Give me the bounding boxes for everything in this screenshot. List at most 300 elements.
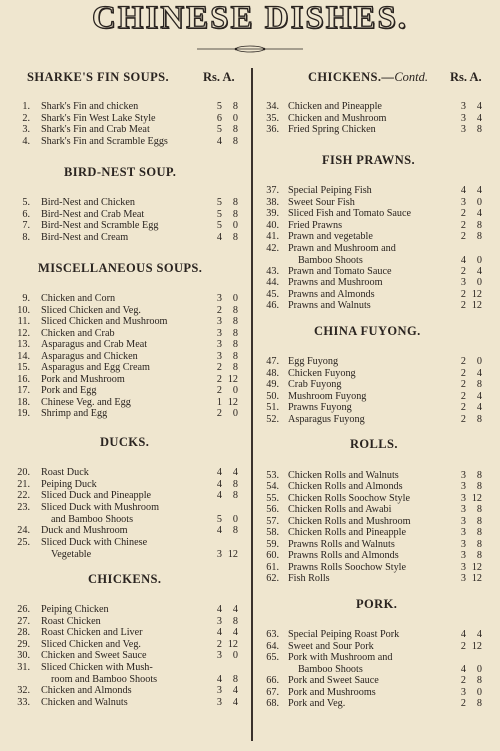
price-rupees: 2 — [216, 305, 222, 316]
price-annas: 8 — [232, 124, 238, 135]
item-number: 31. — [17, 662, 30, 673]
item-number: 35. — [266, 113, 279, 124]
price-rupees: 2 — [460, 698, 466, 709]
item-number: 8. — [22, 232, 30, 243]
item-name: Prawns Fuyong — [288, 402, 352, 413]
menu-item — [252, 124, 500, 136]
price-annas: 0 — [232, 220, 238, 231]
menu-item — [0, 525, 251, 537]
item-number: 18. — [17, 397, 30, 408]
price-rupees: 2 — [460, 289, 466, 300]
item-name: Chicken and Mushroom — [288, 113, 387, 124]
item-name: Shark's Fin and Scramble Eggs — [41, 136, 168, 147]
section-heading: PORK. — [356, 597, 398, 611]
price-rupees: 3 — [460, 527, 466, 538]
menu-item — [0, 604, 251, 616]
item-name: Chicken Rolls and Pineapple — [288, 527, 406, 538]
menu-item — [0, 627, 251, 639]
price-rupees: 2 — [460, 300, 466, 311]
price-rupees: 2 — [460, 220, 466, 231]
price-annas: 8 — [476, 481, 482, 492]
item-name: Peiping Chicken — [41, 604, 109, 615]
price-annas: 8 — [232, 479, 238, 490]
menu-item — [0, 502, 251, 525]
price-rupees: 4 — [460, 254, 466, 266]
item-name: Roast Chicken and Liver — [41, 627, 143, 638]
price-annas: 8 — [232, 616, 238, 627]
item-name: Fried Spring Chicken — [288, 124, 376, 135]
section-heading: CHICKENS.—Contd. — [308, 70, 428, 84]
menu-item — [0, 339, 251, 351]
item-number: 47. — [266, 356, 279, 367]
price-annas: 8 — [232, 316, 238, 327]
item-name: Sweet Sour Fish — [288, 197, 355, 208]
section-heading: CHICKENS. — [88, 572, 162, 586]
menu-item — [252, 504, 500, 516]
item-name: Chicken and Corn — [41, 293, 116, 304]
item-number: 49. — [266, 379, 279, 390]
menu-item — [252, 208, 500, 220]
menu-item — [0, 650, 251, 662]
item-name: Prawns and Almonds — [288, 289, 375, 300]
price-annas: 12 — [227, 374, 238, 385]
price-rupees: 3 — [460, 481, 466, 492]
price-annas: 0 — [476, 687, 482, 698]
menu-item — [252, 527, 500, 539]
item-number: 65. — [266, 652, 279, 663]
price-annas: 8 — [232, 490, 238, 501]
item-name: Egg Fuyong — [288, 356, 339, 367]
price-annas: 0 — [476, 277, 482, 288]
price-annas: 4 — [476, 208, 482, 219]
menu-item — [0, 124, 251, 136]
item-name: Shark's Fin and Crab Meat — [41, 124, 150, 135]
price-annas: 0 — [232, 513, 238, 525]
section-heading: SHARKE'S FIN SOUPS. — [27, 70, 170, 84]
price-annas: 4 — [232, 627, 238, 638]
price-annas: 8 — [232, 232, 238, 243]
item-name: Shark's Fin and chicken — [41, 101, 139, 112]
item-number: 25. — [17, 537, 30, 548]
item-number: 62. — [266, 573, 279, 584]
item-number: 13. — [17, 339, 30, 350]
item-name: Pork and Egg — [41, 385, 97, 396]
item-name: Prawn and Tomato Sauce — [288, 266, 392, 277]
price-rupees: 2 — [460, 391, 466, 402]
item-name: Roast Duck — [41, 467, 89, 478]
section-heading: CHINA FUYONG. — [314, 324, 421, 338]
menu-item — [252, 481, 500, 493]
item-name: Shrimp and Egg — [41, 408, 108, 419]
price-rupees: 2 — [460, 402, 466, 413]
menu-item — [252, 402, 500, 414]
item-number: 22. — [17, 490, 30, 501]
price-rupees: 2 — [216, 385, 222, 396]
item-name: Fried Prawns — [288, 220, 343, 231]
menu-item — [0, 232, 251, 244]
item-number: 39. — [266, 208, 279, 219]
item-number: 37. — [266, 185, 279, 196]
price-annas: 0 — [476, 356, 482, 367]
item-number: 48. — [266, 368, 279, 379]
price-rupees: 3 — [460, 516, 466, 527]
menu-item — [252, 698, 500, 710]
item-number: 41. — [266, 231, 279, 242]
item-name: Bird-Nest and Cream — [41, 232, 129, 243]
price-annas: 4 — [232, 697, 238, 708]
price-rupees: 3 — [460, 539, 466, 550]
price-annas: 0 — [232, 293, 238, 304]
price-rupees: 4 — [216, 525, 222, 536]
item-number: 59. — [266, 539, 279, 550]
price-annas: 4 — [476, 629, 482, 640]
item-name: Chicken Rolls and Mushroom — [288, 516, 411, 527]
item-number: 40. — [266, 220, 279, 231]
price-rupees: 3 — [460, 277, 466, 288]
price-annas: 12 — [471, 641, 482, 652]
item-number: 26. — [17, 604, 30, 615]
item-name: Prawns Rolls and Almonds — [288, 550, 399, 561]
price-annas: 4 — [232, 685, 238, 696]
price-annas: 4 — [476, 185, 482, 196]
item-name: Prawns and Walnuts — [288, 300, 371, 311]
item-name: Sliced Chicken and Veg. — [41, 639, 141, 650]
price-annas: 8 — [232, 339, 238, 350]
item-number: 45. — [266, 289, 279, 300]
item-name: Chicken and Walnuts — [41, 697, 128, 708]
item-name: Chinese Veg. and Egg — [41, 397, 131, 408]
price-annas: 8 — [232, 136, 238, 147]
price-rupees: 3 — [460, 504, 466, 515]
menu-item — [252, 629, 500, 641]
price-rupees: 2 — [460, 641, 466, 652]
price-annas: 12 — [471, 289, 482, 300]
price-rupees: 3 — [460, 562, 466, 573]
price-rupees: 3 — [460, 124, 466, 135]
item-name: Sliced Duck and Pineapple — [41, 490, 152, 501]
item-name: Shark's Fin West Lake Style — [41, 113, 156, 124]
section-heading: ROLLS. — [350, 437, 398, 451]
price-rupees: 1 — [216, 397, 222, 408]
menu-item — [252, 573, 500, 585]
price-rupees: 2 — [216, 408, 222, 419]
price-annas: 8 — [232, 673, 238, 685]
price-annas: 8 — [232, 525, 238, 536]
item-number: 36. — [266, 124, 279, 135]
item-name: Prawns Rolls and Walnuts — [288, 539, 395, 550]
item-name: Prawn and Mushroom and — [288, 243, 396, 254]
item-name: Sliced Chicken and Veg. — [41, 305, 141, 316]
menu-item — [0, 685, 251, 697]
price-annas: 12 — [471, 573, 482, 584]
item-name-continued: and Bamboo Shoots — [51, 513, 134, 525]
menu-item — [0, 662, 251, 685]
item-name: Asparagus Fuyong — [288, 414, 365, 425]
menu-item — [0, 136, 251, 148]
menu-item — [252, 185, 500, 197]
item-name: Sliced Duck with Chinese — [41, 537, 148, 548]
item-name: Pork with Mushroom and — [288, 652, 393, 663]
menu-item — [252, 675, 500, 687]
item-number: 30. — [17, 650, 30, 661]
price-rupees: 2 — [460, 368, 466, 379]
price-rupees: 5 — [216, 513, 222, 525]
price-header: Rs. A. — [450, 70, 482, 84]
price-rupees: 2 — [460, 414, 466, 425]
price-annas: 4 — [232, 467, 238, 478]
item-name: Pork and Veg. — [288, 698, 346, 709]
price-annas: 8 — [232, 351, 238, 362]
price-rupees: 4 — [216, 627, 222, 638]
item-name: Asparagus and Chicken — [41, 351, 138, 362]
price-rupees: 2 — [460, 231, 466, 242]
menu-item — [252, 277, 500, 289]
menu-item — [252, 300, 500, 312]
item-number: 63. — [266, 629, 279, 640]
item-name: Chicken Fuyong — [288, 368, 356, 379]
item-name: Mushroom Fuyong — [288, 391, 367, 402]
item-number: 7. — [22, 220, 30, 231]
menu-item — [252, 356, 500, 368]
item-name: Prawns Rolls Soochow Style — [288, 562, 407, 573]
price-annas: 0 — [476, 254, 482, 266]
price-annas: 0 — [232, 385, 238, 396]
price-rupees: 2 — [460, 266, 466, 277]
price-annas: 8 — [476, 675, 482, 686]
item-name: Prawn and vegetable — [288, 231, 373, 242]
menu-item — [0, 408, 251, 420]
price-annas: 4 — [476, 266, 482, 277]
price-rupees: 2 — [460, 208, 466, 219]
item-number: 16. — [17, 374, 30, 385]
item-name: Chicken Rolls and Awabi — [288, 504, 392, 515]
item-name: Prawns and Mushroom — [288, 277, 383, 288]
item-name: Fish Rolls — [288, 573, 330, 584]
price-annas: 8 — [476, 414, 482, 425]
item-number: 42. — [266, 243, 279, 254]
price-annas: 0 — [232, 650, 238, 661]
price-rupees: 2 — [460, 379, 466, 390]
item-name: Chicken Rolls and Almonds — [288, 481, 403, 492]
item-number: 33. — [17, 697, 30, 708]
price-rupees: 3 — [460, 573, 466, 584]
price-annas: 8 — [476, 539, 482, 550]
price-rupees: 4 — [216, 467, 222, 478]
price-rupees: 3 — [460, 197, 466, 208]
item-name: Asparagus and Egg Cream — [41, 362, 150, 373]
item-number: 64. — [266, 641, 279, 652]
item-number: 34. — [266, 101, 279, 112]
item-number: 54. — [266, 481, 279, 492]
price-annas: 4 — [476, 113, 482, 124]
item-name: Sliced Chicken and Mushroom — [41, 316, 168, 327]
menu-item — [0, 697, 251, 709]
price-annas: 12 — [227, 639, 238, 650]
price-rupees: 4 — [216, 479, 222, 490]
price-rupees: 4 — [216, 604, 222, 615]
price-annas: 4 — [476, 368, 482, 379]
item-name: Special Peiping Fish — [288, 185, 372, 196]
menu-title: CHINESE DISHES. — [91, 0, 409, 36]
item-number: 60. — [266, 550, 279, 561]
section-heading: DUCKS. — [100, 435, 150, 449]
price-annas: 8 — [476, 516, 482, 527]
price-annas: 0 — [476, 663, 482, 675]
price-rupees: 4 — [216, 490, 222, 501]
menu-item — [0, 385, 251, 397]
item-name: Bird-Nest and Scramble Egg — [41, 220, 159, 231]
menu-item — [0, 316, 251, 328]
item-number: 10. — [17, 305, 30, 316]
item-number: 51. — [266, 402, 279, 413]
item-name: Sliced Fish and Tomato Sauce — [288, 208, 412, 219]
item-name: Chicken Rolls and Walnuts — [288, 470, 399, 481]
price-rupees: 3 — [460, 687, 466, 698]
price-annas: 8 — [232, 101, 238, 112]
price-annas: 8 — [232, 209, 238, 220]
price-annas: 8 — [476, 231, 482, 242]
price-annas: 8 — [476, 527, 482, 538]
item-number: 43. — [266, 266, 279, 277]
price-rupees: 5 — [216, 101, 222, 112]
price-rupees: 4 — [216, 136, 222, 147]
price-annas: 8 — [232, 305, 238, 316]
price-rupees: 3 — [216, 293, 222, 304]
price-annas: 8 — [232, 328, 238, 339]
item-name: Sweet and Sour Pork — [288, 641, 374, 652]
price-rupees: 3 — [216, 351, 222, 362]
item-number: 12. — [17, 328, 30, 339]
price-annas: 8 — [476, 124, 482, 135]
item-name: Chicken and Sweet Sauce — [41, 650, 147, 661]
item-number: 53. — [266, 470, 279, 481]
item-number: 11. — [17, 316, 30, 327]
price-annas: 0 — [476, 197, 482, 208]
item-name: Sliced Chicken with Mush- — [41, 662, 153, 673]
price-rupees: 5 — [216, 209, 222, 220]
price-rupees: 3 — [460, 550, 466, 561]
price-rupees: 2 — [460, 675, 466, 686]
item-number: 57. — [266, 516, 279, 527]
item-name-continued: Bamboo Shoots — [298, 663, 363, 675]
item-number: 50. — [266, 391, 279, 402]
item-number: 32. — [17, 685, 30, 696]
price-annas: 8 — [476, 220, 482, 231]
menu-item — [0, 293, 251, 305]
price-annas: 4 — [232, 604, 238, 615]
price-annas: 8 — [232, 362, 238, 373]
menu-item — [252, 379, 500, 391]
item-name: Special Peiping Roast Pork — [288, 629, 400, 640]
menu-item — [0, 101, 251, 113]
price-annas: 12 — [471, 300, 482, 311]
price-rupees: 3 — [216, 616, 222, 627]
item-name: Chicken Rolls Soochow Style — [288, 493, 410, 504]
menu-item — [252, 101, 500, 113]
menu-item — [0, 490, 251, 502]
item-name: Duck and Mushroom — [41, 525, 128, 536]
item-number: 38. — [266, 197, 279, 208]
price-annas: 12 — [471, 493, 482, 504]
item-number: 68. — [266, 698, 279, 709]
price-rupees: 3 — [216, 548, 222, 560]
item-name: Peiping Duck — [41, 479, 97, 490]
price-annas: 8 — [476, 504, 482, 515]
section-heading: MISCELLANEOUS SOUPS. — [38, 261, 203, 275]
item-number: 44. — [266, 277, 279, 288]
price-rupees: 4 — [460, 185, 466, 196]
price-annas: 4 — [476, 101, 482, 112]
item-number: 29. — [17, 639, 30, 650]
item-name: Sliced Duck with Mushroom — [41, 502, 159, 513]
price-rupees: 3 — [460, 101, 466, 112]
menu-item — [252, 231, 500, 243]
item-number: 9. — [22, 293, 30, 304]
price-rupees: 3 — [460, 113, 466, 124]
price-rupees: 3 — [216, 697, 222, 708]
price-annas: 12 — [227, 548, 238, 560]
item-number: 66. — [266, 675, 279, 686]
item-name: Pork and Mushrooms — [288, 687, 376, 698]
price-annas: 8 — [476, 550, 482, 561]
price-rupees: 6 — [216, 113, 222, 124]
price-rupees: 3 — [216, 316, 222, 327]
price-rupees: 5 — [216, 124, 222, 135]
price-rupees: 3 — [460, 493, 466, 504]
menu-item — [0, 362, 251, 374]
item-name: Chicken and Crab — [41, 328, 115, 339]
item-number: 19. — [17, 408, 30, 419]
item-number: 3. — [22, 124, 30, 135]
price-rupees: 4 — [460, 629, 466, 640]
item-number: 58. — [266, 527, 279, 538]
menu-item — [0, 197, 251, 209]
item-number: 67. — [266, 687, 279, 698]
price-annas: 8 — [476, 470, 482, 481]
item-name-continued: Vegetable — [51, 548, 92, 560]
menu-item — [252, 652, 500, 675]
item-name-continued: Bamboo Shoots — [298, 254, 363, 266]
menu-item — [0, 537, 251, 560]
menu-item — [252, 550, 500, 562]
section-heading: FISH PRAWNS. — [322, 153, 416, 167]
item-number: 55. — [266, 493, 279, 504]
price-rupees: 4 — [216, 673, 222, 685]
menu-item — [252, 243, 500, 266]
price-rupees: 4 — [216, 232, 222, 243]
item-number: 5. — [22, 197, 30, 208]
price-rupees: 3 — [216, 650, 222, 661]
item-number: 27. — [17, 616, 30, 627]
item-number: 23. — [17, 502, 30, 513]
price-annas: 0 — [232, 113, 238, 124]
item-number: 61. — [266, 562, 279, 573]
section-heading-contd: Contd. — [394, 70, 428, 84]
item-name: Bird-Nest and Chicken — [41, 197, 135, 208]
item-number: 17. — [17, 385, 30, 396]
item-number: 21. — [17, 479, 30, 490]
price-rupees: 3 — [216, 328, 222, 339]
item-number: 4. — [22, 136, 30, 147]
item-name: Pork and Sweet Sauce — [288, 675, 379, 686]
price-annas: 8 — [232, 197, 238, 208]
price-annas: 12 — [227, 397, 238, 408]
item-name-continued: room and Bamboo Shoots — [51, 673, 158, 685]
price-rupees: 2 — [216, 362, 222, 373]
item-number: 1. — [22, 101, 30, 112]
item-number: 28. — [17, 627, 30, 638]
menu-item — [0, 467, 251, 479]
